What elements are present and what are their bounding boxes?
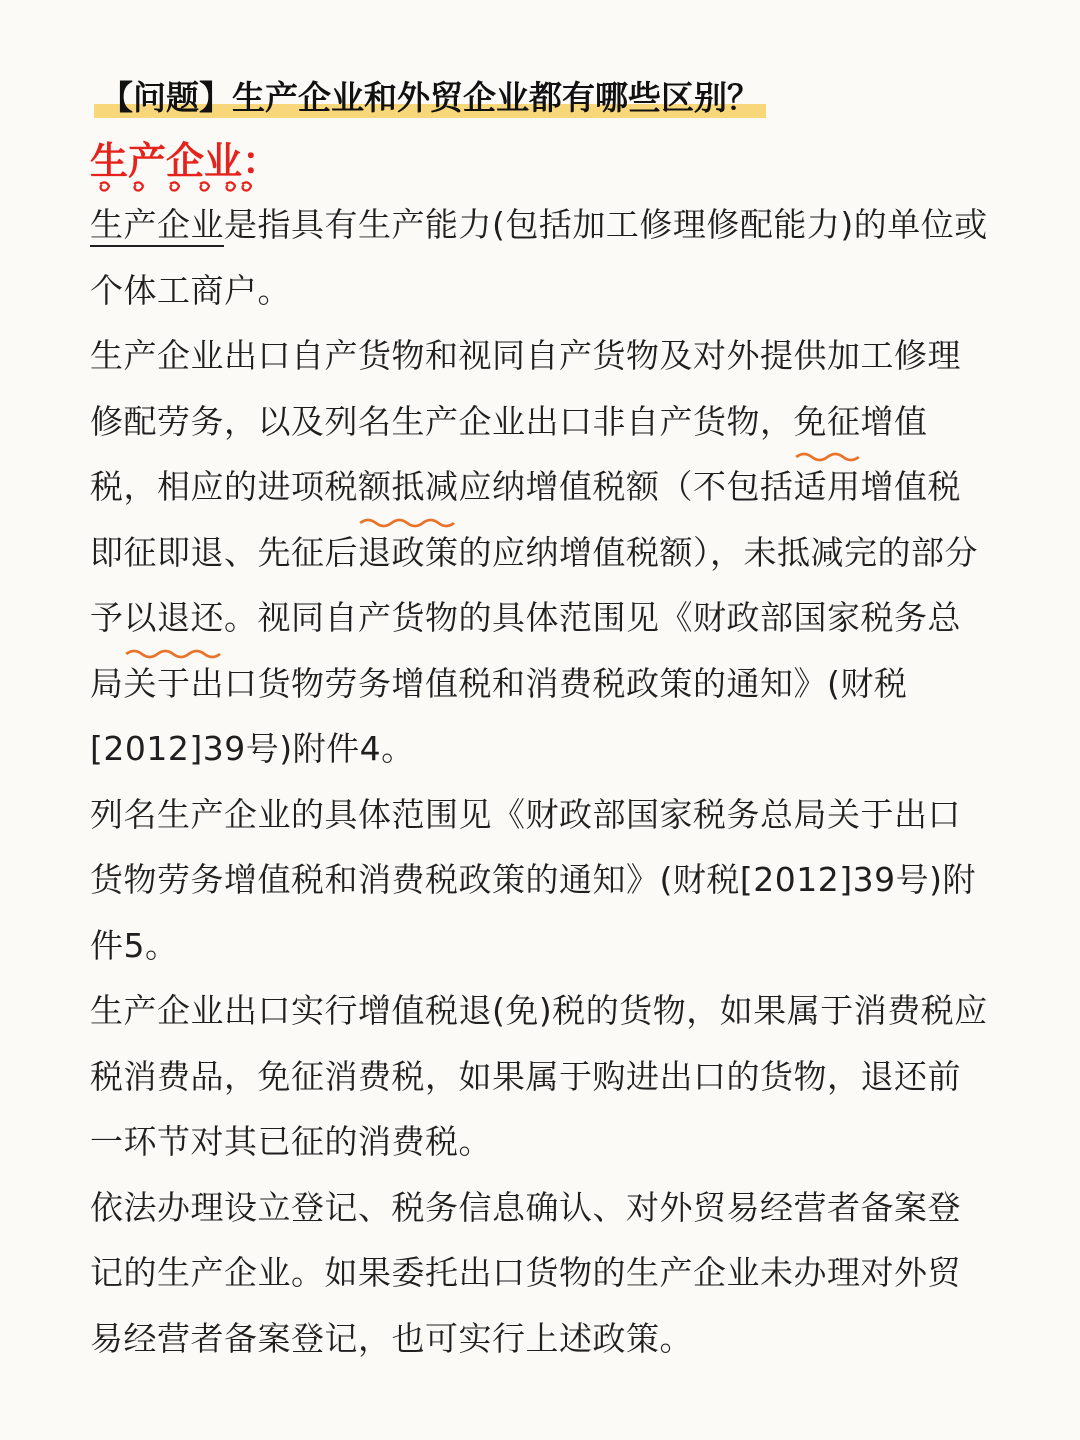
question-text: 【问题】生产企业和外贸企业都有哪些区别？ [100, 78, 760, 117]
text-segment: 额抵减 [358, 467, 459, 506]
paragraph-export-policy [90, 323, 990, 782]
swirl-underline-decoration [94, 178, 254, 196]
wavy-underline-refund [124, 585, 225, 651]
paragraph-definition [90, 192, 990, 323]
wavy-underline-exempt [794, 389, 861, 455]
underlined-term: 生产企业 [90, 205, 224, 247]
wavy-line [124, 647, 225, 661]
section-title-text: 生产企业： [90, 139, 281, 183]
paragraph-registration: 依法办理设立登记、税务信息确认、对外贸易经营者备案登记的生产企业。如果委托出口货物的生产企业未办理对外贸易经营者备案登记，也可实行上述政策。 [90, 1187, 961, 1358]
article [90, 70, 990, 1371]
text-segment: 生产企业出口自产货物和视同自产货物及对外提供加工修理修配劳务，以及列名生产企业出口非自产货物， [90, 336, 961, 441]
text-segment: 免征 [793, 401, 861, 441]
text-segment: 增值税，相应的进项税 [90, 401, 928, 506]
definition-text: 是指具有生产能力(包括加工修理修配能力)的单位或个体工商户。 [90, 205, 988, 310]
paragraph-listed-enterprises: 列名生产企业的具体范围见《财政部国家税务总局关于出口货物劳务增值税和消费税政策的通知》(财税[2012]39号)附件5。 [90, 794, 976, 965]
section-title [90, 130, 280, 192]
paragraph-consumption-tax: 生产企业出口实行增值税退(免)税的货物，如果属于消费税应税消费品，免征消费税，如果属于购进出口的货物，退还前一环节对其已征的消费税。 [90, 991, 988, 1161]
text-segment: 应纳增值税额（不包括适用增值税即征即退、先征后退政策的应纳增值税额），未抵减完的部分予 [90, 467, 978, 637]
text-segment: 。视同自产货物的具体范围见《财政部国家税务总局关于出口货物劳务增值税和消费税政策的通知》(财税[2012]39号)附件4。 [90, 598, 961, 768]
text-segment: 以退还 [123, 598, 224, 637]
wavy-underline-deduct [358, 454, 459, 520]
question-heading [94, 70, 766, 126]
wavy-line [794, 450, 861, 464]
wavy-line [358, 516, 459, 530]
